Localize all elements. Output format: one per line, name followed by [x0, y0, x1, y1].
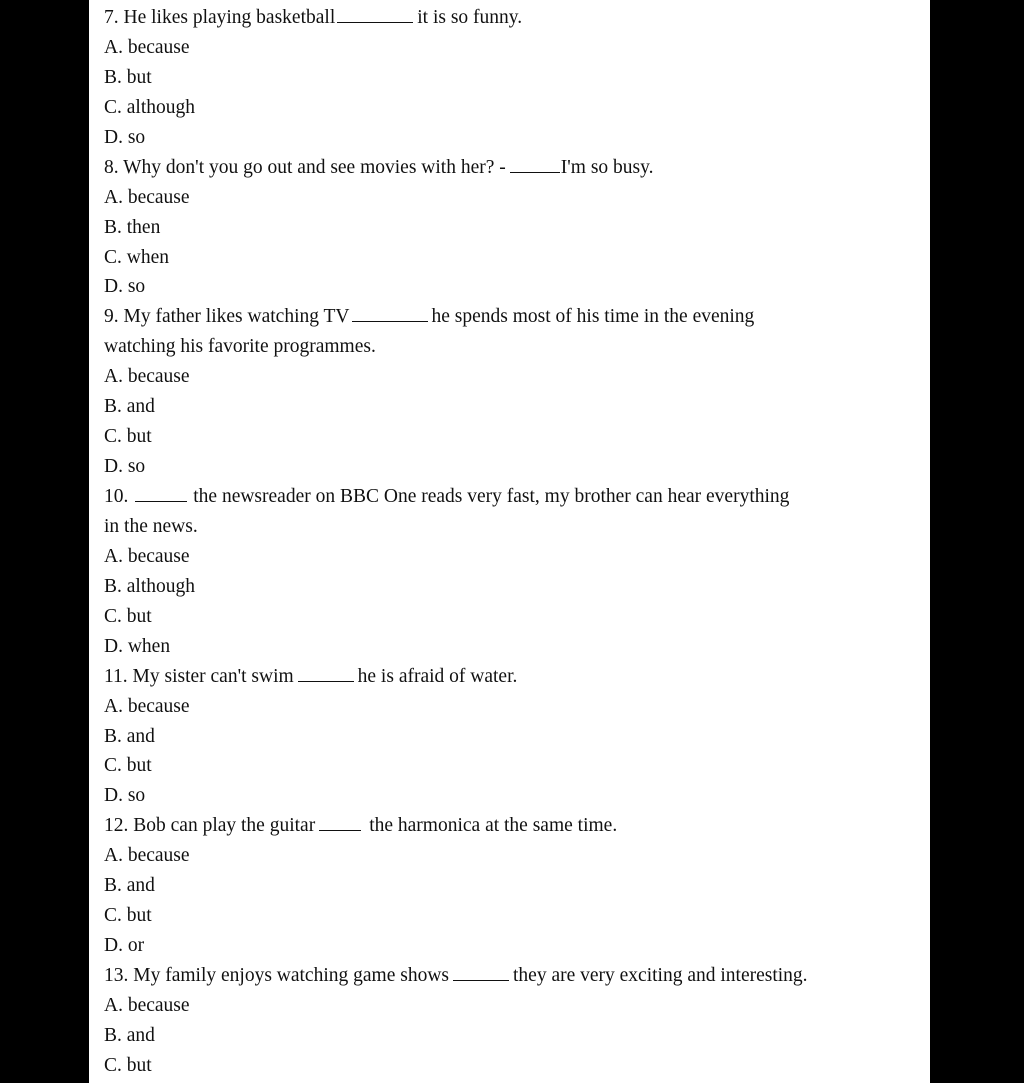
option-d: D. when	[104, 635, 171, 657]
answer-blank	[510, 154, 560, 173]
question-text-after: the harmonica at the same time.	[369, 815, 618, 837]
option-a: A. because	[104, 186, 190, 208]
question-text-before: My father likes watching TV	[123, 306, 350, 328]
option-d: D. so	[104, 456, 146, 478]
question-text-before: Bob can play the guitar	[133, 815, 316, 837]
option-c: C. but	[104, 426, 152, 448]
question-number: 7.	[104, 7, 119, 28]
option-c: C. but	[104, 605, 152, 627]
question-8	[104, 153, 924, 183]
question-text-before: My family enjoys watching game shows	[133, 965, 449, 986]
answer-blank	[135, 483, 187, 502]
question-text-after: he is afraid of water.	[357, 665, 518, 687]
question-number: 9.	[104, 306, 119, 328]
option-a: A. because	[104, 695, 190, 717]
question-text-before: Why don't you go out and see movies with her? -	[123, 156, 506, 178]
answer-blank	[352, 303, 428, 322]
option-b: B. and	[104, 396, 155, 418]
option-c: C. but	[104, 755, 152, 777]
answer-blank	[319, 812, 361, 831]
question-text-before: He likes playing basketball	[123, 7, 336, 28]
question-number: 11.	[104, 665, 128, 687]
question-number: 12.	[104, 815, 129, 837]
option-b: B. but	[104, 66, 152, 88]
option-c: C. when	[104, 246, 169, 268]
option-a: A. because	[104, 366, 190, 388]
question-number: 8.	[104, 156, 119, 178]
option-c: C. although	[104, 96, 195, 118]
exercise-list	[104, 3, 924, 1081]
question-text-after: he spends most of his time in the evening	[431, 306, 755, 328]
option-b: B. and	[104, 725, 155, 747]
question-13	[104, 961, 924, 991]
answer-blank	[337, 4, 413, 23]
option-a: A. because	[104, 994, 190, 1016]
answer-blank	[298, 663, 354, 682]
option-d: D. or	[104, 935, 145, 957]
option-d: D. so	[104, 276, 146, 298]
question-9-continuation: watching his favorite programmes.	[104, 336, 376, 358]
question-text-after: it is so funny.	[417, 7, 523, 28]
question-number: 10.	[104, 486, 129, 507]
option-c: C. but	[104, 905, 152, 927]
question-10	[104, 482, 924, 512]
question-10-continuation: in the news.	[104, 515, 198, 537]
option-b: B. then	[104, 216, 161, 238]
question-7	[104, 3, 924, 33]
option-d: D. so	[104, 126, 146, 148]
option-a: A. because	[104, 545, 190, 567]
option-b: B. and	[104, 875, 155, 897]
question-text-after: I'm so busy.	[560, 156, 654, 178]
option-b: B. and	[104, 1024, 155, 1046]
worksheet-page	[89, 0, 930, 1083]
option-c: C. but	[104, 1054, 152, 1076]
option-a: A. because	[104, 36, 190, 58]
question-text-after: the newsreader on BBC One reads very fast, my brother can hear everything	[193, 486, 790, 507]
option-a: A. because	[104, 845, 190, 867]
question-9	[104, 302, 924, 332]
option-d: D. so	[104, 785, 146, 807]
question-text-after: they are very exciting and interesting.	[513, 965, 808, 986]
question-12	[104, 811, 924, 841]
question-number: 13.	[104, 965, 129, 986]
question-11	[104, 662, 924, 692]
question-text-before: My sister can't swim	[132, 665, 294, 687]
answer-blank	[453, 962, 509, 981]
option-b: B. although	[104, 575, 195, 597]
